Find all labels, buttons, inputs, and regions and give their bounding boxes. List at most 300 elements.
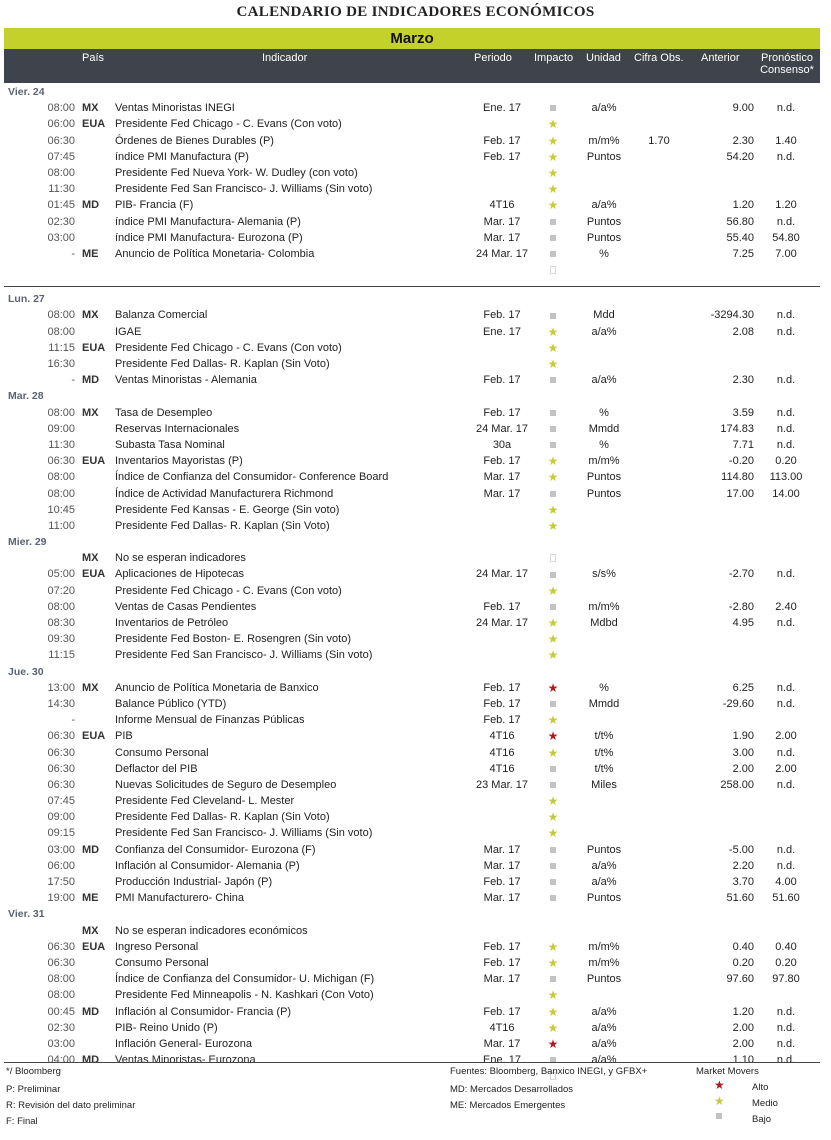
impact-cell	[542, 955, 564, 972]
impact-cell	[542, 165, 564, 182]
day-label: Mar. 28	[8, 390, 44, 403]
unit-cell: Mmdd	[588, 697, 620, 710]
indicator-cell: Índice de Confianza del Consumidor- U. Michigan (F)	[115, 973, 375, 986]
indicator-cell: Inventarios de Petróleo	[115, 617, 229, 629]
previous-cell: 2.30	[732, 374, 754, 387]
time-cell: 06:00	[47, 118, 75, 131]
table-row	[4, 230, 820, 246]
impact-cell	[542, 230, 564, 246]
previous-cell: 2.30	[732, 134, 754, 147]
time-cell: 08:00	[47, 166, 75, 179]
forecast-cell: n.d.	[776, 1021, 796, 1034]
period-cell: 4T16	[489, 762, 515, 775]
star-green-icon: ★	[547, 198, 559, 213]
table-row	[4, 599, 820, 615]
indicator-cell: Tasa de Desempleo	[115, 406, 213, 419]
indicator-cell: Informe Mensual de Finanzas Públicas	[115, 714, 305, 727]
unit-cell: Puntos	[586, 231, 622, 244]
unit-cell: Puntos	[586, 973, 622, 986]
period-cell: Ene. 17	[483, 325, 521, 338]
forecast-cell: 113.00	[769, 471, 803, 484]
indicator-cell: Presidente Fed Chicago - C. Evans (Con voto)	[115, 118, 342, 131]
forecast-cell: n.d.	[776, 568, 796, 581]
impact-cell	[542, 1004, 564, 1021]
indicator-cell: No se esperan indicadores económicos	[115, 924, 308, 937]
forecast-cell: n.d.	[776, 617, 796, 629]
impact-cell	[542, 116, 564, 133]
unit-cell: a/a%	[591, 859, 617, 872]
indicator-cell: Ventas de Casas Pendientes	[115, 600, 257, 613]
square-gray-icon	[550, 105, 556, 111]
impact-cell	[542, 696, 564, 712]
unit-cell: m/m%	[588, 455, 620, 468]
time-cell: 08:00	[47, 973, 75, 986]
indicator-cell: Producción Industrial- Japón (P)	[115, 876, 273, 888]
forecast-cell: n.d.	[776, 778, 796, 791]
impact-cell	[542, 197, 564, 214]
impact-cell	[542, 100, 564, 116]
time-cell: 09:00	[47, 422, 75, 435]
table-row	[4, 971, 820, 987]
forecast-cell: 54.80	[772, 231, 800, 244]
impact-cell	[542, 421, 564, 437]
table-row	[4, 372, 820, 388]
forecast-cell: n.d.	[776, 843, 796, 856]
square-gray-icon	[550, 879, 556, 885]
unit-cell: Puntos	[586, 150, 622, 163]
previous-cell: 0.20	[732, 956, 754, 969]
indicator-cell: Presidente Fed Chicago - C. Evans (Con voto)	[115, 584, 342, 597]
table-row	[4, 518, 820, 534]
table-row	[4, 405, 820, 421]
previous-cell: 1.20	[732, 199, 754, 212]
impact-cell	[542, 825, 564, 842]
unit-cell: a/a%	[591, 1037, 617, 1050]
period-cell: Feb. 17	[483, 406, 521, 419]
square-gray-icon	[550, 863, 556, 869]
time-cell: 17:50	[47, 876, 75, 888]
day-header	[4, 534, 820, 550]
star-green-icon: ★	[547, 149, 559, 164]
impact-cell	[542, 1020, 564, 1037]
square-gray-icon	[550, 410, 556, 416]
indicator-cell: Aplicaciones de Hipotecas	[115, 568, 245, 581]
country-cell: MX	[82, 552, 99, 565]
header-indicador: Indicador	[262, 52, 308, 64]
table-row	[4, 437, 820, 453]
previous-cell: 17.00	[726, 487, 754, 500]
unit-cell: a/a%	[591, 374, 617, 387]
forecast-cell: n.d.	[776, 681, 796, 694]
star-green-icon: ★	[547, 648, 559, 663]
indicator-cell: Deflactor del PIB	[115, 762, 198, 775]
impact-cell	[542, 405, 564, 421]
unit-cell: Puntos	[586, 215, 622, 228]
time-cell: 03:00	[47, 843, 75, 856]
legend-bajo: Bajo	[752, 1114, 772, 1125]
previous-cell: 1.20	[732, 1005, 754, 1018]
indicator-cell: Presidente Fed San Francisco- J. Williams (Sin voto)	[115, 183, 373, 196]
table-row	[4, 469, 820, 485]
month-banner: Marzo	[4, 28, 820, 49]
impact-cell	[542, 133, 564, 150]
time-cell: 02:30	[47, 215, 75, 228]
star-green-icon: ★	[547, 955, 559, 970]
time-cell: 06:30	[47, 746, 75, 759]
previous-cell: 1.90	[732, 730, 754, 743]
time-cell: 06:30	[47, 134, 75, 147]
indicator-cell: Balance Público (YTD)	[115, 697, 227, 710]
period-cell: 24 Mar. 17	[476, 422, 528, 435]
forecast-cell: n.d.	[776, 215, 796, 228]
unit-cell: Miles	[591, 778, 617, 791]
forecast-cell: 4.00	[775, 876, 797, 888]
star-green-icon: ★	[714, 1094, 725, 1108]
square-gray-icon	[550, 782, 556, 788]
time-cell: 14:30	[47, 697, 75, 710]
previous-cell: -2.70	[728, 568, 754, 581]
indicator-cell: Inflación al Consumidor- Francia (P)	[115, 1005, 292, 1018]
country-cell: EUA	[82, 568, 106, 581]
previous-cell: 56.80	[726, 215, 754, 228]
time-cell: 06:30	[47, 762, 75, 775]
star-green-icon: ★	[547, 470, 559, 485]
indicator-cell: Presidente Fed Nueva York- W. Dudley (con voto)	[115, 166, 358, 179]
square-gray-icon	[550, 895, 556, 901]
star-green-icon: ★	[547, 810, 559, 825]
header-pronostico-line1: Pronóstico	[761, 52, 813, 64]
previous-cell: -3294.30	[710, 309, 754, 322]
period-cell: Mar. 17	[483, 215, 521, 228]
header-pronostico-line2: Consenso*	[760, 64, 814, 76]
indicator-cell: Presidente Fed Dallas- R. Kaplan (Sin Voto)	[115, 811, 330, 824]
time-cell: 07:20	[47, 584, 75, 597]
table-row	[4, 149, 820, 165]
previous-cell: 97.60	[726, 973, 754, 986]
forecast-cell: n.d.	[776, 697, 796, 710]
unit-cell: Puntos	[586, 471, 622, 484]
time-cell: 09:15	[47, 827, 75, 840]
table-row	[4, 728, 820, 744]
indicator-cell: PIB- Francia (F)	[115, 199, 194, 212]
forecast-cell: n.d.	[776, 150, 796, 163]
impact-cell	[542, 566, 564, 582]
previous-cell: 3.59	[732, 406, 754, 419]
indicator-cell: PMI Manufacturero- China	[115, 892, 244, 905]
impact-cell	[542, 453, 564, 470]
impact-cell	[542, 181, 564, 198]
square-gray-icon	[716, 1113, 722, 1119]
impact-cell	[542, 728, 564, 745]
period-cell: Ene. 17	[483, 1054, 521, 1067]
time-cell: 08:00	[47, 600, 75, 613]
unit-cell: Puntos	[586, 892, 622, 905]
unit-cell: a/a%	[591, 102, 617, 115]
star-green-icon: ★	[547, 616, 559, 630]
indicator-cell: Presidente Fed Dallas- R. Kaplan (Sin Voto)	[115, 358, 330, 370]
table-row	[4, 1036, 820, 1052]
table-row	[4, 842, 820, 858]
table-row	[4, 421, 820, 437]
unit-cell: m/m%	[588, 134, 620, 147]
table-row	[4, 696, 820, 712]
star-green-icon: ★	[547, 939, 559, 954]
impact-cell	[542, 599, 564, 615]
impact-cell	[542, 615, 564, 632]
country-cell: EUA	[82, 940, 106, 953]
table-row	[4, 777, 820, 793]
table-row	[4, 939, 820, 955]
period-cell: Mar. 17	[483, 859, 521, 872]
period-cell: Feb. 17	[483, 150, 521, 163]
impact-cell	[542, 809, 564, 826]
me-text: ME: Mercados Emergentes	[450, 1100, 566, 1111]
indicator-table	[4, 84, 820, 1084]
table-row	[4, 165, 820, 181]
time-cell: 06:30	[47, 940, 75, 953]
time-cell: 11:30	[48, 438, 75, 451]
star-green-icon: ★	[547, 133, 559, 148]
impact-cell	[542, 680, 564, 697]
forecast-cell: 0.20	[775, 455, 797, 468]
indicator-cell: Balanza Comercial	[115, 309, 208, 322]
table-row	[4, 858, 820, 874]
previous-cell: -29.60	[722, 697, 754, 710]
table-row	[4, 923, 820, 939]
period-cell: Feb. 17	[483, 374, 521, 387]
forecast-cell: 97.80	[772, 973, 800, 986]
empty-row	[4, 262, 820, 278]
indicator-cell: índice PMI Manufactura- Alemania (P)	[115, 215, 301, 228]
unit-cell: a/a%	[591, 199, 617, 212]
period-cell: 4T16	[489, 730, 515, 743]
unit-cell: t/t%	[594, 730, 614, 743]
indicator-cell: Presidente Fed Kansas - E. George (Sin voto)	[115, 503, 340, 516]
period-cell: 4T16	[489, 746, 515, 759]
impact-cell	[542, 939, 564, 956]
time-cell: 03:00	[47, 1037, 75, 1050]
indicator-cell: Presidente Fed San Francisco- J. Williams (Sin voto)	[115, 649, 373, 662]
indicator-cell: Presidente Fed Boston- E. Rosengren (Sin voto)	[115, 633, 352, 646]
country-cell: MX	[82, 309, 99, 322]
time-cell: 11:30	[48, 183, 75, 196]
previous-cell: 7.25	[732, 247, 754, 260]
previous-cell: 2.20	[732, 859, 754, 872]
time-cell: 08:00	[47, 471, 75, 484]
star-red-icon: ★	[714, 1078, 725, 1092]
impact-cell	[542, 356, 564, 373]
previous-cell: 258.00	[720, 778, 754, 791]
day-separator	[4, 278, 820, 287]
forecast-cell: n.d.	[776, 309, 796, 322]
time-cell: 09:00	[47, 811, 75, 824]
table-row	[4, 712, 820, 728]
table-row	[4, 566, 820, 582]
impact-cell	[542, 340, 564, 357]
period-cell: 24 Mar. 17	[476, 617, 528, 629]
day-label: Jue. 30	[8, 665, 44, 678]
table-row	[4, 793, 820, 809]
period-cell: Mar. 17	[483, 973, 521, 986]
square-gray-icon	[550, 377, 556, 383]
star-green-icon: ★	[547, 713, 559, 728]
impact-cell	[542, 890, 564, 906]
impact-cell	[542, 793, 564, 810]
country-cell: MD	[82, 374, 100, 387]
table-row	[4, 133, 820, 149]
impact-cell	[542, 437, 564, 453]
indicator-cell: Índice de Confianza del Consumidor- Conference Board	[115, 471, 389, 484]
period-cell: Mar. 17	[483, 1037, 521, 1050]
time-cell: 10:45	[47, 503, 75, 516]
impact-cell	[542, 987, 564, 1004]
unit-cell: Mdd	[593, 309, 615, 322]
country-cell: EUA	[82, 730, 106, 743]
indicator-cell: índice PMI Manufactura (P)	[115, 150, 249, 163]
square-gray-icon	[550, 847, 556, 853]
indicator-cell: Ingreso Personal	[115, 940, 199, 953]
square-gray-icon	[550, 235, 556, 241]
header-impacto: Impacto	[534, 52, 574, 64]
country-cell: EUA	[82, 118, 106, 131]
period-cell: Feb. 17	[483, 876, 521, 888]
time-cell: 08:00	[47, 989, 75, 1002]
time-cell: 07:45	[47, 795, 75, 808]
forecast-cell: n.d.	[776, 1005, 796, 1018]
unit-cell: %	[599, 406, 609, 419]
star-green-icon: ★	[547, 502, 559, 517]
previous-cell: 2.00	[732, 1037, 754, 1050]
table-row	[4, 502, 820, 518]
impact-cell	[542, 372, 564, 388]
country-cell: ME	[82, 247, 99, 260]
previous-cell: -5.00	[728, 843, 754, 856]
previous-cell: 4.95	[732, 617, 754, 629]
table-row	[4, 890, 820, 906]
impact-cell	[542, 777, 564, 793]
time-cell: 04:00	[47, 1054, 75, 1067]
country-cell: MD	[82, 843, 100, 856]
period-cell: Ene. 17	[483, 102, 521, 115]
table-row	[4, 181, 820, 197]
country-cell: EUA	[82, 341, 106, 354]
table-row	[4, 615, 820, 631]
impact-cell	[542, 858, 564, 874]
table-row	[4, 453, 820, 469]
empty-square-icon	[550, 266, 556, 274]
indicator-cell: Órdenes de Bienes Durables (P)	[115, 134, 274, 147]
impact-cell	[542, 745, 564, 762]
square-gray-icon	[550, 572, 556, 578]
forecast-cell: 7.00	[775, 247, 797, 260]
indicator-cell: Consumo Personal	[115, 746, 209, 759]
star-red-icon: ★	[547, 729, 559, 744]
previous-cell: 114.80	[721, 471, 754, 484]
indicator-cell: Presidente Fed Chicago - C. Evans (Con voto)	[115, 341, 342, 354]
time-cell: 02:30	[47, 1021, 75, 1034]
star-green-icon: ★	[547, 988, 559, 1003]
previous-cell: 3.00	[732, 746, 754, 759]
square-gray-icon	[550, 604, 556, 610]
period-cell: Feb. 17	[483, 697, 521, 710]
star-green-icon: ★	[547, 165, 559, 180]
time-cell: 08:00	[47, 325, 75, 338]
forecast-cell: 1.20	[775, 199, 797, 212]
header-pais: País	[82, 52, 105, 64]
table-row	[4, 324, 820, 340]
impact-cell	[542, 761, 564, 777]
indicator-cell: Confianza del Consumidor- Eurozona (F)	[115, 843, 316, 856]
country-cell: EUA	[82, 455, 106, 468]
time-cell: -	[71, 714, 75, 727]
table-row	[4, 486, 820, 502]
country-cell: MX	[82, 681, 99, 694]
time-cell: 19:00	[47, 892, 75, 905]
forecast-cell: n.d.	[776, 1037, 796, 1050]
period-cell: Feb. 17	[483, 455, 521, 468]
square-gray-icon	[550, 313, 556, 319]
star-green-icon: ★	[547, 357, 559, 371]
header-cifra: Cifra Obs.	[634, 52, 684, 64]
previous-cell: 3.70	[732, 876, 754, 888]
day-header	[4, 84, 820, 100]
star-green-icon: ★	[547, 583, 559, 598]
indicator-cell: Ventas Minoristas- Eurozona	[115, 1054, 256, 1067]
time-cell: 08:30	[47, 617, 75, 629]
time-cell: 11:00	[48, 519, 75, 532]
star-red-icon: ★	[547, 680, 559, 695]
time-cell: 01:45	[47, 199, 75, 212]
time-cell: 06:30	[47, 455, 75, 468]
unit-cell: a/a%	[591, 1054, 617, 1067]
indicator-cell: Anuncio de Política Monetaria de Banxico	[115, 681, 319, 694]
period-cell: 23 Mar. 17	[476, 778, 528, 791]
unit-cell: Puntos	[586, 843, 622, 856]
square-gray-icon	[550, 491, 556, 497]
note-preliminar: P: Preliminar	[6, 1084, 61, 1095]
time-cell: 03:00	[47, 231, 75, 244]
impact-cell	[542, 307, 564, 323]
forecast-cell: n.d.	[776, 325, 796, 338]
country-cell: MX	[82, 406, 99, 419]
indicator-cell: Presidente Fed Cleveland- L. Mester	[115, 795, 295, 808]
table-row	[4, 874, 820, 890]
impact-cell	[542, 246, 564, 262]
table-row	[4, 214, 820, 230]
time-cell: 07:45	[47, 150, 75, 163]
time-cell: 08:00	[47, 487, 75, 500]
impact-cell	[542, 469, 564, 486]
indicator-cell: Inventarios Mayoristas (P)	[115, 455, 243, 468]
square-gray-icon	[550, 976, 556, 982]
star-green-icon: ★	[547, 794, 559, 809]
table-row	[4, 356, 820, 372]
star-green-icon: ★	[547, 182, 559, 197]
table-row	[4, 340, 820, 356]
unit-cell: Mdbd	[590, 617, 618, 629]
period-cell: Mar. 17	[483, 487, 521, 500]
day-label: Vier. 31	[8, 908, 45, 921]
time-cell: 06:30	[47, 778, 75, 791]
unit-cell: a/a%	[591, 876, 617, 888]
period-cell: Feb. 17	[483, 940, 521, 953]
table-row	[4, 116, 820, 132]
indicator-cell: Reservas Internacionales	[115, 422, 240, 435]
table-row	[4, 307, 820, 323]
star-green-icon: ★	[547, 826, 559, 841]
star-red-icon: ★	[547, 1036, 559, 1051]
footer	[4, 1062, 820, 1127]
